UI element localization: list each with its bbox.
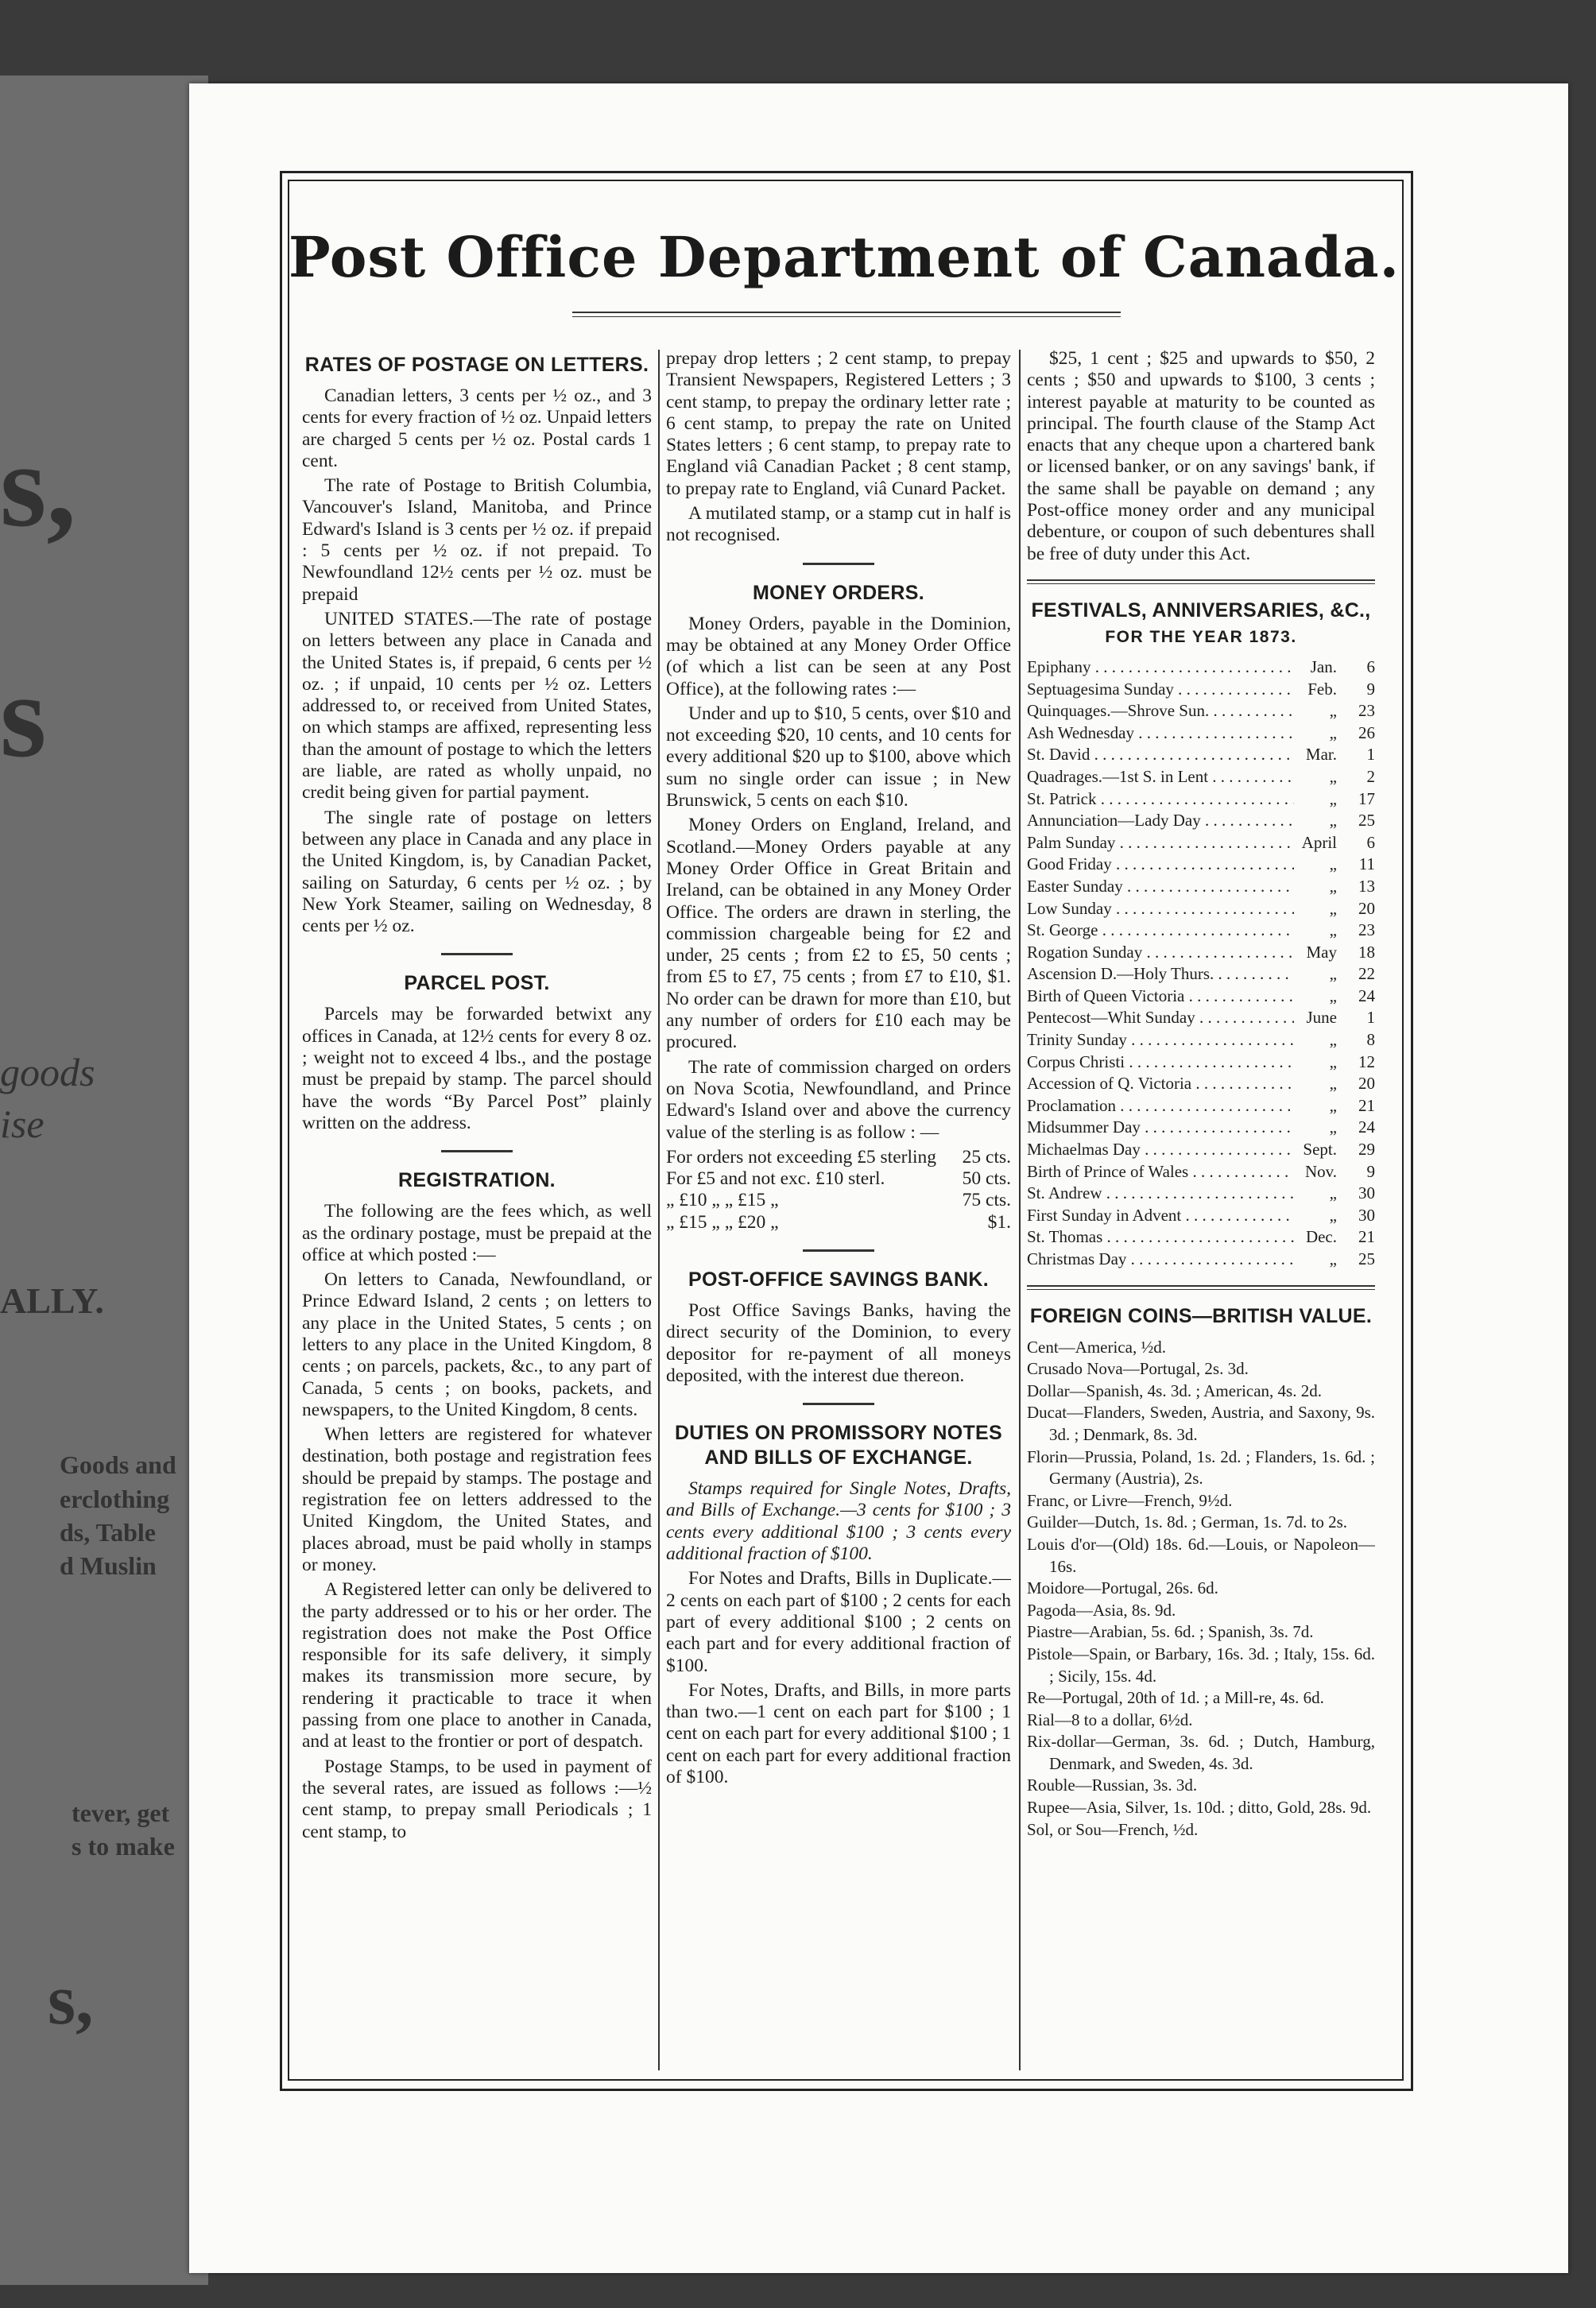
double-rule [1027,1285,1375,1290]
coin-entry: Pagoda—Asia, 8s. 9d. [1027,1600,1176,1620]
festival-day: 20 [1358,1074,1375,1094]
festival-name: Good Friday . . . [1027,854,1294,876]
column-2 [666,348,1011,2073]
festival-name: Birth of Prince of Wales . . . [1027,1161,1294,1183]
festival-month: „ [1329,1117,1337,1137]
bleed-fragment: s [0,650,47,782]
festival-day: 25 [1358,811,1375,831]
paragraph: UNITED STATES.—The rate of postage on letters between any place in Canada and the United States is, if prepaid, 6 cents per ½ oz. ; if unpaid, 10 cents per ½ oz. Letters addressed to, or received from United States, on which stamps are affixed, representing less than the amount of postage to which the letters are liable, are rated as wholly unpaid, no credit being given for partial payment. [302,608,652,804]
festival-month: Sept. [1303,1140,1337,1160]
festival-row [1027,986,1375,1008]
festival-day: 18 [1358,942,1375,962]
festival-month: „ [1329,1249,1337,1268]
rate-value: 75 cts. [962,1190,1011,1211]
festival-day: 30 [1358,1183,1375,1203]
rate-row [666,1212,1011,1233]
coin-entry: Florin—Prussia, Poland, 1s. 2d. ; Flanders, 1s. 6d. ; Germany (Austria), 2s. [1027,1446,1375,1489]
rate-row [666,1190,1011,1211]
festival-day: 9 [1366,1161,1375,1181]
festival-name: St. Patrick . . . [1027,788,1294,811]
paragraph: Canadian letters, 3 cents per ½ oz., and 3 cents for every fraction of ½ oz. Unpaid letters are charged 5 cents per ½ oz. Postal cards 1 cent. [302,385,652,471]
festival-day: 8 [1366,1030,1375,1050]
column-3 [1027,348,1375,2073]
festival-row [1027,1073,1375,1095]
festival-name: Rogation Sunday . . . [1027,942,1294,964]
paragraph: Money Orders, payable in the Dominion, may be obtained at any Money Order Office (of which a list can be seen at any Post Office), at the following rates :— [666,613,1011,699]
column-divider [658,350,660,2070]
paragraph: $25, 1 cent ; $25 and upwards to $50, 2 cents ; $50 and upwards to $100, 3 cents ; interest payable at maturity to be counted as principal. The fourth clause of the Stamp Act enacts that any cheque upon a chartered bank or licensed banker, or on any savings' bank, if the same shall be payable on demand ; any Post-office money order and any municipal debenture, or coupon of such debentures shall be free of duty under this Act. [1027,348,1375,564]
festival-row [1027,700,1375,722]
festival-day: 13 [1358,876,1375,896]
festival-name: Septuagesima Sunday . . . [1027,679,1294,701]
rate-value: 50 cts. [962,1168,1011,1190]
festival-row [1027,1226,1375,1249]
festival-month: „ [1329,1051,1337,1071]
festival-row [1027,832,1375,854]
festival-month: „ [1329,920,1337,940]
section-heading-letters: RATES OF POSTAGE ON LETTERS. [304,354,649,376]
coin-list [1027,1337,1375,1841]
section-heading-savings-bank: POST-OFFICE SAVINGS BANK. [688,1268,989,1291]
festival-name: Midsummer Day . . . [1027,1117,1294,1139]
festival-day: 21 [1358,1227,1375,1247]
festival-name: Pentecost—Whit Sunday . . . [1027,1007,1294,1029]
festival-month: „ [1329,766,1337,786]
bleed-fragment: s to make [72,1832,175,1861]
section-heading-parcel: PARCEL POST. [404,972,550,995]
festival-name: First Sunday in Advent . . . [1027,1205,1294,1227]
festival-month: „ [1329,788,1337,808]
festival-row [1027,1183,1375,1205]
festival-day: 6 [1366,656,1375,676]
festival-name: Proclamation . . . [1027,1095,1294,1117]
section-heading-registration: REGISTRATION. [398,1169,556,1192]
festival-day: 25 [1358,1249,1375,1268]
festival-name: St. George . . . [1027,920,1294,942]
bleed-fragment: ise [0,1102,45,1146]
festival-name: Annunciation—Lady Day . . . [1027,810,1294,832]
festival-row [1027,1205,1375,1227]
festival-day: 1 [1366,745,1375,765]
festival-day: 6 [1366,832,1375,852]
bleed-fragment: Goods and [60,1450,176,1479]
rate-row [666,1168,1011,1190]
festival-name: St. Andrew . . . [1027,1183,1294,1205]
festival-name: Corpus Christi . . . [1027,1051,1294,1074]
festival-row [1027,679,1375,701]
bleed-fragment: goods [0,1050,95,1094]
festival-row [1027,722,1375,745]
festival-month: „ [1329,1183,1337,1203]
rate-label: „ £15 „ „ £20 „ [666,1211,779,1233]
festival-row [1027,788,1375,811]
rate-value: $1. [987,1211,1011,1233]
coin-entry: Moidore—Portugal, 26s. 6d. [1027,1578,1218,1598]
coin-entry: Franc, or Livre—French, 9½d. [1027,1490,1233,1510]
festival-name: Ascension D.—Holy Thurs. . . . [1027,963,1294,986]
coin-entry: Sol, or Sou—French, ½d. [1027,1819,1199,1839]
section-heading-money-orders: MONEY ORDERS. [753,581,924,604]
festival-name: St. Thomas . . . [1027,1226,1294,1249]
paragraph: Post Office Savings Banks, having the direct security of the Dominion, to every depositor for re-payment of all moneys deposited, with the interest due thereon. [666,1299,1011,1386]
festival-row [1027,1161,1375,1183]
bleed-fragment: s, [48,1961,94,2039]
paragraph: The rate of Postage to British Columbia, Vancouver's Island, Manitoba, and Prince Edward's Island is 3 cents per ½ oz. if prepaid : 5 cents per ½ oz. if not prepaid. To Newfoundland 12½ cents per ½ oz. must be prepaid [302,475,652,605]
bleed-fragment: s, [0,420,76,552]
paragraph: When letters are registered for whatever destination, both postage and registration fees should be prepaid by stamps. The postage and registration fee on letters addressed to the United Kingdom, the United States, and places abroad, must be paid wholly in stamps or money. [302,1424,652,1575]
festival-row [1027,1029,1375,1051]
page-title: Post Office Department of Canada. [289,224,1400,290]
paragraph: Money Orders on England, Ireland, and Scotland.—Money Orders payable at any Money Order Office in Great Britain and Ireland, can be obtained in any Money Order Office. The orders are drawn in sterling, the commission chargeable being for £2 and under, 25 cents ; from £2 to £5, 50 cents ; from £5 to £7, 75 cents ; from £7 to £10, $1. No order can be drawn for more than £10, but any number of orders for £10 each may be procured. [666,815,1011,1053]
festival-name: Michaelmas Day . . . [1027,1139,1294,1161]
festival-name: Christmas Day . . . [1027,1249,1294,1271]
festival-row [1027,1139,1375,1161]
coin-entry: Dollar—Spanish, 4s. 3d. ; American, 4s. 2d. [1027,1381,1322,1400]
paragraph: Parcels may be forwarded betwixt any offices in Canada, at 12½ cents for every 8 oz. ; weight not to exceed 4 lbs., and the postage must be prepaid by stamp. The parcel should have the words “By Parcel Post” plainly written on the address. [302,1004,652,1133]
festival-day: 21 [1358,1095,1375,1115]
paragraph: The following are the fees which, as well as the ordinary postage, must be prepaid at the office at which posted :— [302,1201,652,1265]
festival-day: 11 [1358,854,1375,874]
festival-month: „ [1329,1074,1337,1094]
festival-name: Quadrages.—1st S. in Lent . . . [1027,766,1294,788]
paragraph: The rate of commission charged on orders on Nova Scotia, Newfoundland, and Prince Edward's Island over and above the currency value of the sterling is as follow : — [666,1056,1011,1143]
double-rule [1027,579,1375,584]
festival-month: Dec. [1305,1227,1337,1247]
festival-day: 24 [1358,986,1375,1005]
festival-row [1027,656,1375,679]
festival-row [1027,1007,1375,1029]
column-1 [302,348,652,2073]
festival-month: Feb. [1307,679,1337,699]
rate-row [666,1147,1011,1168]
bleed-fragment: tever, get [72,1799,170,1827]
section-rule [441,953,513,955]
festival-day: 22 [1358,964,1375,984]
festival-row [1027,898,1375,920]
festival-month: „ [1329,854,1337,874]
festival-month: „ [1329,986,1337,1005]
festival-row [1027,942,1375,964]
coin-entry: Rix-dollar—German, 3s. 6d. ; Dutch, Hamburg, Denmark, and Sweden, 4s. 3d. [1027,1732,1375,1773]
bleed-fragment: ALLY. [0,1280,104,1321]
festival-day: 26 [1358,722,1375,742]
paragraph: The single rate of postage on letters between any place in Canada and any place in the United Kingdom, is, by Canadian Packet, sailing on Saturday, 6 cents per ½ oz. ; by New York Steamer, sailing on Wednesday, 8 cents per ½ oz. [302,807,652,937]
festival-row [1027,810,1375,832]
festival-month: „ [1329,701,1337,721]
coin-entry: Guilder—Dutch, 1s. 8d. ; German, 1s. 7d. to 2s. [1027,1512,1348,1532]
column-divider [1019,350,1021,2070]
title-rule [572,316,1121,317]
festival-name: Accession of Q. Victoria . . . [1027,1073,1294,1095]
festival-row [1027,876,1375,898]
festival-name: Low Sunday . . . [1027,898,1294,920]
coin-entry: Rial—8 to a dollar, 6½d. [1027,1710,1193,1729]
festival-month: „ [1329,811,1337,831]
paragraph: prepay drop letters ; 2 cent stamp, to prepay Transient Newspapers, Registered Letters ; 3 cent stamp, to prepay the ordinary letter rate ; 6 cent stamp, to prepay the rate on United States letters ; 6 cent stamp, to prepay rate to England viâ Canadian Packet ; 8 cent stamp, to prepay rate to England, viâ Cunard Packet. [666,348,1011,499]
rate-label: „ £10 „ „ £15 „ [666,1190,779,1211]
festival-month: „ [1329,876,1337,896]
festival-list [1027,656,1375,1271]
festival-name: Trinity Sunday . . . [1027,1029,1294,1051]
paragraph: A mutilated stamp, or a stamp cut in half is not recognised. [666,503,1011,546]
paragraph: Postage Stamps, to be used in payment of the several rates, are issued as follows :—½ cent stamp, to prepay small Periodicals ; 1 cent stamp, to [302,1756,652,1842]
paragraph: For Notes and Drafts, Bills in Duplicate.—2 cents on each part of $100 ; 2 cents for each part of every additional $100 ; 2 cents on each part and for every additional fraction of $100. [666,1568,1011,1676]
festival-row [1027,1117,1375,1139]
festival-month: „ [1329,964,1337,984]
festival-row [1027,744,1375,766]
coin-entry: Crusado Nova—Portugal, 2s. 3d. [1027,1359,1249,1379]
festival-name: Palm Sunday . . . [1027,832,1294,854]
festival-row [1027,1051,1375,1074]
festival-month: Nov. [1304,1161,1337,1181]
festival-day: 23 [1358,920,1375,940]
coin-entry: Ducat—Flanders, Sweden, Austria, and Saxony, 9s. 3d. ; Denmark, 8s. 3d. [1027,1403,1375,1444]
festival-name: Birth of Queen Victoria . . . [1027,986,1294,1008]
coin-entry: Cent—America, ½d. [1027,1337,1166,1357]
festival-month: „ [1329,1095,1337,1115]
coin-entry: Rupee—Asia, Silver, 1s. 10d. ; ditto, Gold, 28s. 9d. [1027,1798,1372,1818]
festival-row [1027,766,1375,788]
festival-month: Mar. [1305,745,1337,765]
festival-row [1027,854,1375,876]
rate-label: For orders not exceeding £5 sterling [666,1146,937,1168]
section-heading-duties: DUTIES ON PROMISSORY NOTES AND BILLS OF EXCHANGE. [674,1422,1003,1470]
festival-day: 23 [1358,701,1375,721]
coin-entry: Pistole—Spain, or Barbary, 16s. 3d. ; Italy, 15s. 6d. ; Sicily, 15s. 4d. [1027,1644,1375,1686]
festival-row [1027,1249,1375,1271]
festival-name: St. David . . . [1027,744,1294,766]
section-heading-festivals: FESTIVALS, ANNIVERSARIES, &C., [1031,598,1371,622]
festival-day: 12 [1358,1051,1375,1071]
paragraph: A Registered letter can only be delivered to the party addressed or to his or her order. The registration does not make the Post Office responsible for its safe delivery, it simply makes its transmission more secure, by rendering it practicable to trace it when passing from one place to another in Canada, and at least to the frontier or port of despatch. [302,1579,652,1752]
festival-month: Jan. [1310,656,1337,676]
paragraph: Stamps required for Single Notes, Drafts, and Bills of Exchange.—3 cents for $100 ; 3 cents every additional $100 ; 3 cents every additional fraction of $100. [666,1478,1011,1565]
festival-month: June [1306,1008,1337,1028]
festival-day: 1 [1366,1008,1375,1028]
section-rule [803,1249,874,1252]
festival-month: „ [1329,1205,1337,1225]
coin-entry: Piastre—Arabian, 5s. 6d. ; Spanish, 3s. 7d. [1027,1622,1314,1642]
festival-day: 30 [1358,1205,1375,1225]
festival-name: Ash Wednesday . . . [1027,722,1294,745]
coin-entry: Louis d'or—(Old) 18s. 6d.—Louis, or Napoleon—16s. [1027,1534,1375,1576]
section-rule [803,563,874,565]
festival-row [1027,920,1375,942]
festival-month: „ [1329,722,1337,742]
paragraph: Under and up to $10, 5 cents, over $10 and not exceeding $20, 10 cents, and 10 cents for every additional $20 up to $100, above which sum no single order can issue ; in New Brunswick, 5 cents on each $10. [666,703,1011,811]
festival-day: 9 [1366,679,1375,699]
festival-day: 20 [1358,898,1375,918]
festival-name: Quinquages.—Shrove Sun. . . . [1027,700,1294,722]
section-rule [803,1403,874,1405]
title-rule [572,312,1121,313]
festival-row [1027,1095,1375,1117]
section-subheading-year: FOR THE YEAR 1873. [1105,627,1297,646]
festival-row [1027,963,1375,986]
festival-day: 2 [1366,766,1375,786]
previous-page-edge [0,76,208,2285]
festival-month: „ [1329,1030,1337,1050]
coin-entry: Rouble—Russian, 3s. 3d. [1027,1776,1198,1795]
bleed-fragment: ds, Table [60,1518,156,1547]
section-rule [441,1150,513,1152]
festival-month: May [1306,942,1337,962]
paragraph: For Notes, Drafts, and Bills, in more parts than two.—1 cent on each part for $100 ; 1 cent on each part for every additional $100 ; 1 cent on each part for every additional fraction of $100. [666,1679,1011,1788]
festival-name: Easter Sunday . . . [1027,876,1294,898]
rate-value: 25 cts. [962,1146,1011,1168]
paragraph: On letters to Canada, Newfoundland, or Prince Edward Island, 2 cents ; on letters to any place in the United States, 5 cents ; on letters to any place in the United Kingdom, 8 cents ; on parcels, packets, &c., to any part of Canada, 5 cents ; on books, packets, and newspapers, to the United Kingdom, 8 cents. [302,1269,652,1420]
bleed-fragment: erclothing [60,1485,170,1513]
festival-day: 24 [1358,1117,1375,1137]
festival-month: „ [1329,898,1337,918]
coin-entry: Re—Portugal, 20th of 1d. ; a Mill-re, 4s. 6d. [1027,1688,1324,1708]
rate-label: For £5 and not exc. £10 sterl. [666,1168,885,1190]
bleed-fragment: d Muslin [60,1551,157,1580]
festival-day: 17 [1358,788,1375,808]
festival-name: Epiphany . . . [1027,656,1294,679]
festival-month: April [1301,832,1337,852]
festival-day: 29 [1358,1140,1375,1160]
section-heading-coins: FOREIGN COINS—BRITISH VALUE. [1029,1304,1373,1327]
